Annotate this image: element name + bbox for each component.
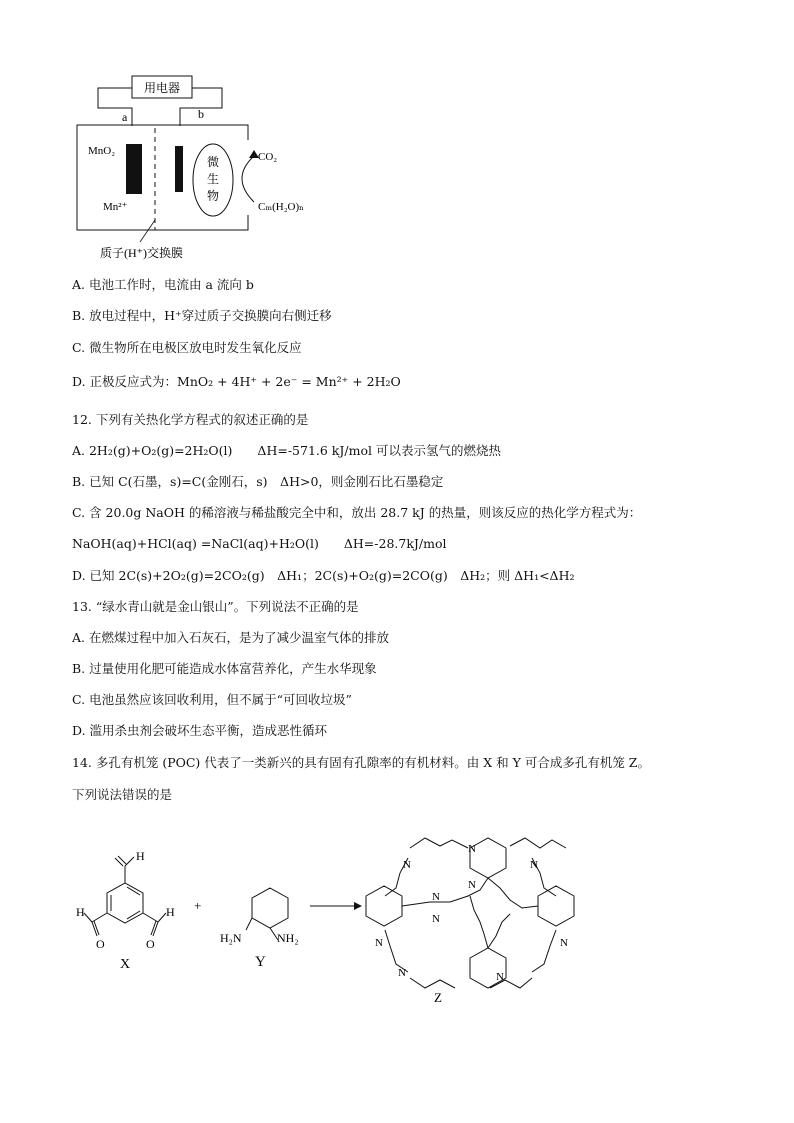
q11-option-b: B. 放电过程中，H⁺穿过质子交换膜向右侧迁移	[72, 308, 332, 323]
y-label: Y	[255, 954, 266, 970]
q12-option-b: B. 已知 C(石墨，s)=C(金刚石，s) ΔH>0，则金刚石比石墨稳定	[72, 474, 444, 489]
q14-stem-line1: 14. 多孔有机笼 (POC) 代表了一类新兴的具有固有孔隙率的有机材料。由 X 和 Y 可合成多孔有机笼 Z。	[72, 755, 650, 770]
x-label: X	[120, 957, 131, 972]
mno2-label: MnO₂	[88, 145, 116, 157]
q13-option-a: A. 在燃煤过程中加入石灰石，是为了减少温室气体的排放	[72, 630, 389, 645]
z-n-7: N	[375, 937, 383, 949]
y-cyclohexane-ring	[252, 888, 288, 928]
mn2-label: Mn²⁺	[103, 201, 128, 213]
z-label: Z	[434, 990, 442, 1005]
microbe-char-1: 微	[206, 155, 220, 169]
label-b: b	[198, 107, 204, 121]
z-n-8: N	[560, 937, 568, 949]
z-n-2: N	[403, 859, 411, 871]
reaction-scheme	[70, 818, 730, 1018]
x-h-right: H	[166, 905, 175, 919]
z-n-5: N	[468, 879, 476, 891]
microbe-char-3: 物	[206, 189, 220, 203]
microbe-char-2: 生	[206, 172, 220, 186]
co2-label: CO₂	[258, 151, 278, 163]
q12-option-a: A. 2H₂(g)+O₂(g)=2H₂O(l) ΔH=-571.6 kJ/mol 可以表示氢气的燃烧热	[72, 443, 501, 458]
q11-option-d: D. 正极反应式为：MnO₂ + 4H⁺ + 2e⁻ = Mn²⁺ + 2H₂O	[72, 374, 401, 389]
q13-option-c: C. 电池虽然应该回收利用，但不属于“可回收垃圾”	[72, 692, 352, 707]
q13-option-b: B. 过量使用化肥可能造成水体富营养化，产生水华现象	[72, 661, 377, 676]
q12-option-c: C. 含 20.0g NaOH 的稀溶液与稀盐酸完全中和，放出 28.7 kJ 的热量，则该反应的热化学方程式为：	[72, 505, 642, 520]
x-o-left: O	[96, 937, 105, 951]
q12-option-c-equation: NaOH(aq)+HCl(aq) =NaCl(aq)+H₂O(l) ΔH=-28.7kJ/mol	[72, 536, 447, 551]
z-ring-right	[538, 886, 574, 926]
x-h-top: H	[136, 849, 145, 863]
q13-stem: 13. “绿水青山就是金山银山”。下列说法不正确的是	[72, 599, 359, 614]
q13-option-d: D. 滥用杀虫剂会破坏生态平衡，造成恶性循环	[72, 723, 328, 738]
q12-stem: 12. 下列有关热化学方程式的叙述正确的是	[72, 412, 309, 427]
cell-outline	[77, 125, 248, 230]
q11-option-a: A. 电池工作时，电流由 a 流向 b	[72, 277, 254, 292]
x-o-right: O	[146, 937, 155, 951]
z-n-3: N	[530, 859, 538, 871]
q14-stem-line2: 下列说法错误的是	[72, 787, 173, 802]
fuel-cell-diagram	[70, 70, 340, 265]
membrane-label: 质子(H⁺)交换膜	[100, 246, 183, 260]
electrode-a	[126, 144, 142, 194]
z-n-1: N	[468, 843, 476, 855]
y-nh2: NH₂	[277, 931, 299, 945]
z-ring-left	[366, 886, 402, 926]
plus-sign: +	[194, 898, 202, 913]
z-n-10: N	[496, 971, 504, 983]
cycle-arrow	[242, 156, 254, 202]
label-a: a	[122, 110, 128, 124]
z-n-4: N	[432, 891, 440, 903]
y-h2n: H₂N	[220, 931, 242, 945]
x-benzene-ring	[107, 883, 143, 923]
q11-option-c: C. 微生物所在电极区放电时发生氧化反应	[72, 340, 302, 355]
z-n-9: N	[398, 967, 406, 979]
device-label: 用电器	[143, 81, 181, 95]
electrode-b	[175, 146, 183, 192]
q12-option-d: D. 已知 2C(s)+2O₂(g)=2CO₂(g) ΔH₁；2C(s)+O₂(g)=2CO(g) ΔH₂；则 ΔH₁<ΔH₂	[72, 568, 575, 583]
z-n-6: N	[432, 913, 440, 925]
cm-label: Cₘ(H₂O)ₙ	[258, 201, 304, 213]
x-h-left: H	[76, 905, 85, 919]
